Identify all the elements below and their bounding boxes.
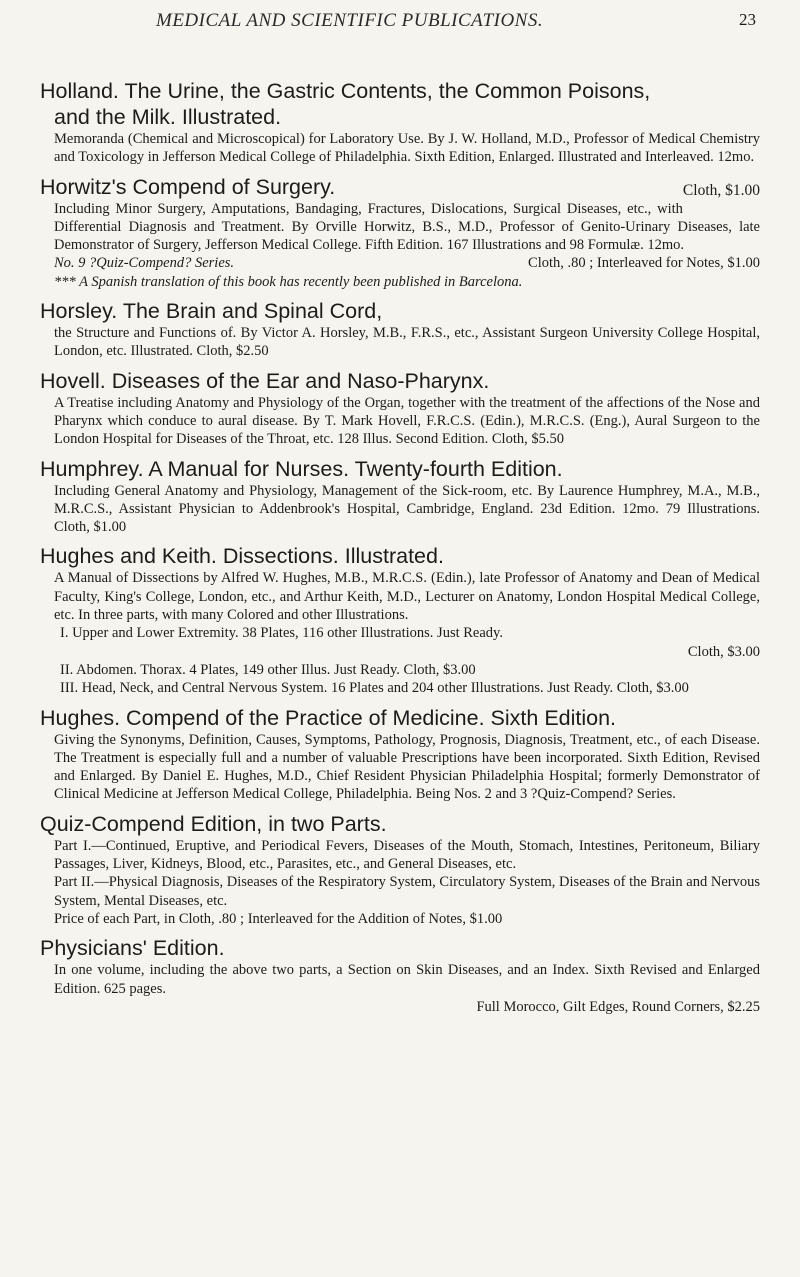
entry-description: A Manual of Dissections by Alfred W. Hughes, M.B., M.R.C.S. (Edin.), late Professor of Anatomy and Dean of Medical Faculty, King's College, London, etc., and Arthur Keith, M.D., Lecturer on Anatomy, London Hospital Medical College, etc. In three parts, with many Colored and other Illustrations.	[54, 570, 760, 624]
entry-physicians-edition	[40, 935, 760, 1016]
entry-heading: Hovell. Diseases of the Ear and Naso-Pharynx.	[40, 368, 490, 393]
entry-horsley	[40, 298, 760, 361]
entry-heading	[40, 174, 760, 200]
entry-heading: Hughes. Compend of the Practice of Medicine. Sixth Edition.	[40, 705, 617, 730]
heading-text: Horwitz's Compend of Surgery.	[40, 174, 336, 199]
entry-description: Including General Anatomy and Physiology, Management of the Sick-room, etc. By Laurence Humphrey, M.A., M.B., M.R.C.S., Assistant Physician to Addenbrook's Hospital, Cambridge, England. 23d Edition. 12mo. 79 Illustrations. Cloth, $1.00	[54, 482, 760, 536]
page-number: 23	[739, 10, 756, 29]
entry-description: Including Minor Surgery, Amputations, Bandaging, Fractures, Dislocations, Surgical Diseases, etc., with Differential Diagnosis and Treatment. By Orville Horwitz, B.S., M.D., Professor of Genito-Urinary Diseases, late Demonstrator of Surgery, Jefferson Medical College. Fifth Edition. 167 Illustrations and 98 Formulæ. 12mo.	[54, 200, 760, 254]
entry-hovell	[40, 368, 760, 449]
entry-heading: Horsley. The Brain and Spinal Cord,	[40, 299, 383, 324]
heading-continuation: and the Milk. Illustrated.	[54, 105, 282, 129]
part-item: III. Head, Neck, and Central Nervous System. 16 Plates and 204 other Illustrations. Just Ready. Cloth, $3.00	[60, 680, 689, 697]
running-head-title: MEDICAL AND SCIENTIFIC PUBLICATIONS.	[156, 10, 544, 31]
entry-description: A Treatise including Anatomy and Physiology of the Organ, together with the treatment of the affections of the Nose and Pharynx which conduce to aural disease. By T. Mark Hovell, F.R.C.S. (Edin.), M.R.C.S. (Eng.), Aural Surgeon to the London Hospital for Diseases of the Throat, etc. 128 Illus. Second Edition. Cloth, $5.50	[54, 394, 760, 448]
entry-quiz-compend	[40, 811, 760, 928]
part-one: Part I.—Continued, Eruptive, and Periodical Fevers, Diseases of the Mouth, Stomach, Intestines, Peritoneum, Biliary Passages, Liver, Kidneys, Blood, etc., Parasites, etc., and General Diseases, etc.	[54, 837, 760, 873]
entry-heading	[40, 78, 760, 130]
part-price: Cloth, $3.00	[687, 643, 760, 660]
entry-heading: Hughes and Keith. Dissections. Illustrated.	[40, 544, 444, 569]
price-line: Full Morocco, Gilt Edges, Round Corners, $2.25	[476, 998, 760, 1015]
price-line: Price of each Part, in Cloth, .80 ; Interleaved for the Addition of Notes, $1.00	[54, 910, 503, 927]
entry-humphrey	[40, 456, 760, 537]
entry-heading: Physicians' Edition.	[40, 936, 225, 961]
entry-hughes-keith	[40, 543, 760, 697]
running-head	[40, 0, 760, 78]
entry-description: Memoranda (Chemical and Microscopical) for Laboratory Use. By J. W. Holland, M.D., Professor of Medical Chemistry and Toxicology in Jefferson Medical College of Philadelphia. Sixth Edition, Enlarged. Illustrated and Interleaved. 12mo.	[54, 131, 760, 166]
entry-price: Cloth, $1.00	[682, 181, 760, 199]
entry-description: In one volume, including the above two parts, a Section on Skin Diseases, and an Index. Sixth Revised and Enlarged Edition. 625 pages.	[54, 962, 760, 997]
series-name: No. 9 ?Quiz-Compend? Series.	[54, 255, 235, 272]
entry-heading: Quiz-Compend Edition, in two Parts.	[40, 811, 387, 836]
heading-text: Holland. The Urine, the Gastric Contents, the Common Poisons,	[40, 79, 651, 103]
part-item: II. Abdomen. Thorax. 4 Plates, 149 other Illus. Just Ready. Cloth, $3.00	[60, 661, 476, 678]
entry-heading: Humphrey. A Manual for Nurses. Twenty-fourth Edition.	[40, 456, 563, 481]
entry-holland	[40, 78, 760, 167]
part-item: I. Upper and Lower Extremity. 38 Plates, 116 other Illustrations. Just Ready.	[60, 625, 503, 642]
translation-note: *** A Spanish translation of this book has recently been published in Barcelona.	[54, 273, 523, 290]
series-line	[40, 254, 760, 272]
series-price: Cloth, .80 ; Interleaved for Notes, $1.00	[528, 255, 760, 272]
entry-hughes-compend	[40, 705, 760, 804]
entry-description: the Structure and Functions of. By Victor A. Horsley, M.B., F.R.S., etc., Assistant Surgeon University College Hospital, London, etc. Illustrated. Cloth, $2.50	[54, 325, 760, 360]
part-two: Part II.—Physical Diagnosis, Diseases of the Respiratory System, Circulatory System, Diseases of the Brain and Nervous System, Mental Diseases, etc.	[54, 874, 760, 909]
entry-horwitz	[40, 174, 760, 291]
entry-description: Giving the Synonyms, Definition, Causes, Symptoms, Pathology, Prognosis, Diagnosis, Treatment, etc., of each Disease. The Treatment is especially full and a number of valuable Prescriptions have been incorporated. Sixth Edition, Revised and Enlarged. By Daniel E. Hughes, M.D., Chief Resident Physician Philadelphia Hospital; formerly Demonstrator of Clinical Medicine at Jefferson Medical College, Philadelphia. Being Nos. 2 and 3 ?Quiz-Compend? Series.	[54, 731, 760, 803]
